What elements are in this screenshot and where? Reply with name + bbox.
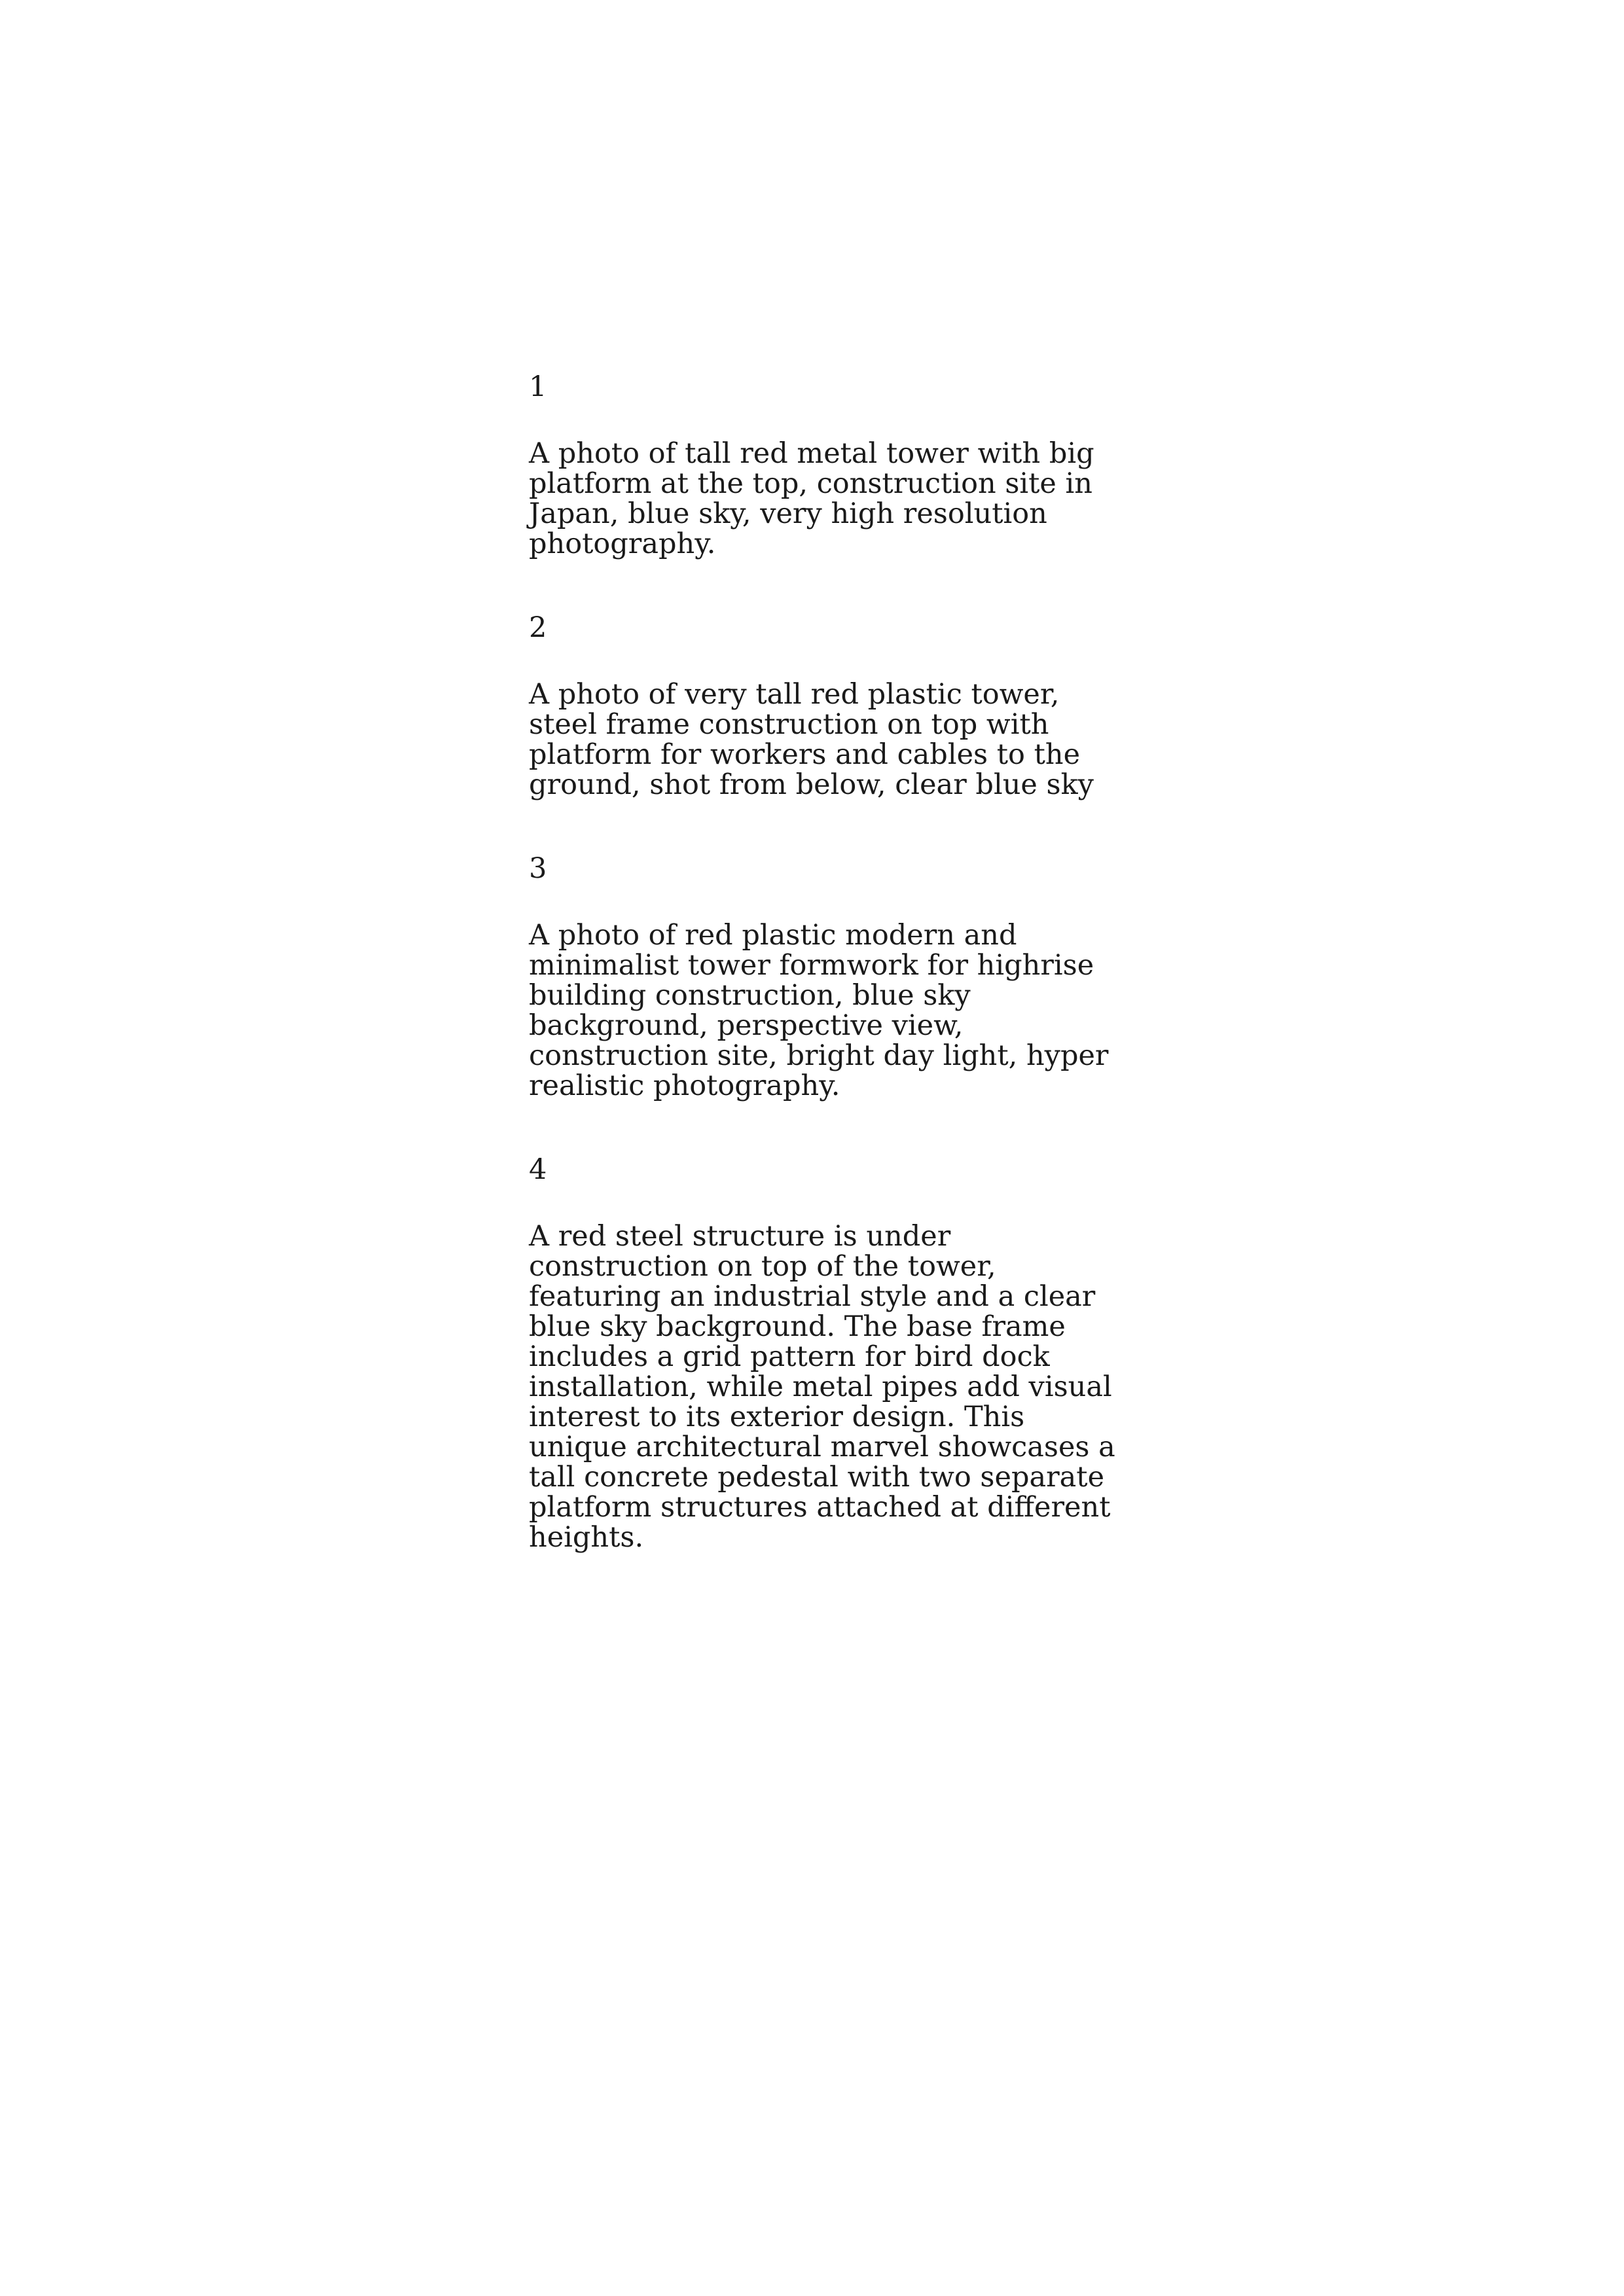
text-line: photography. xyxy=(529,528,716,560)
text-line: steel frame construction on top with xyxy=(529,708,1049,741)
text-line: blue sky background. The base frame xyxy=(529,1310,1066,1343)
prompt-entry-2 xyxy=(529,613,1118,800)
entry-number: 2 xyxy=(529,611,547,644)
text-line: A photo of red plastic modern and xyxy=(529,919,1017,952)
text-line: interest to its exterior design. This xyxy=(529,1401,1025,1433)
text-line: A photo of very tall red plastic tower, xyxy=(529,678,1060,711)
entry-number: 1 xyxy=(529,370,547,403)
text-line: construction on top of the tower, xyxy=(529,1250,996,1283)
prompt-entry-1 xyxy=(529,372,1118,559)
prompt-entry-4 xyxy=(529,1155,1118,1552)
text-line: realistic photography. xyxy=(529,1069,840,1102)
text-line: construction site, bright day light, hyper xyxy=(529,1039,1109,1072)
text-line: platform structures attached at different xyxy=(529,1491,1111,1524)
entry-text xyxy=(529,920,1118,1101)
entry-number: 3 xyxy=(529,852,547,885)
text-line: platform at the top, construction site in xyxy=(529,467,1092,500)
entry-text xyxy=(529,1221,1118,1552)
text-line: heights. xyxy=(529,1521,644,1554)
text-line: unique architectural marvel showcases a xyxy=(529,1431,1115,1463)
text-line: A photo of tall red metal tower with big xyxy=(529,437,1094,470)
text-line: Japan, blue sky, very high resolution xyxy=(529,497,1047,530)
entry-text xyxy=(529,679,1118,800)
text-line: building construction, blue sky xyxy=(529,979,971,1012)
text-line: background, perspective view, xyxy=(529,1009,964,1042)
text-line: installation, while metal pipes add visual xyxy=(529,1371,1112,1403)
entry-number: 4 xyxy=(529,1153,547,1186)
entry-text xyxy=(529,439,1118,559)
text-line: tall concrete pedestal with two separate xyxy=(529,1461,1105,1494)
text-line: platform for workers and cables to the xyxy=(529,738,1081,771)
text-line: ground, shot from below, clear blue sky xyxy=(529,768,1094,801)
text-line: featuring an industrial style and a clear xyxy=(529,1280,1096,1313)
prompt-entry-3 xyxy=(529,853,1118,1101)
prompt-list xyxy=(529,372,1118,1606)
text-line: A red steel structure is under xyxy=(529,1220,951,1253)
text-line: minimalist tower formwork for highrise xyxy=(529,949,1094,982)
text-line: includes a grid pattern for bird dock xyxy=(529,1340,1050,1373)
